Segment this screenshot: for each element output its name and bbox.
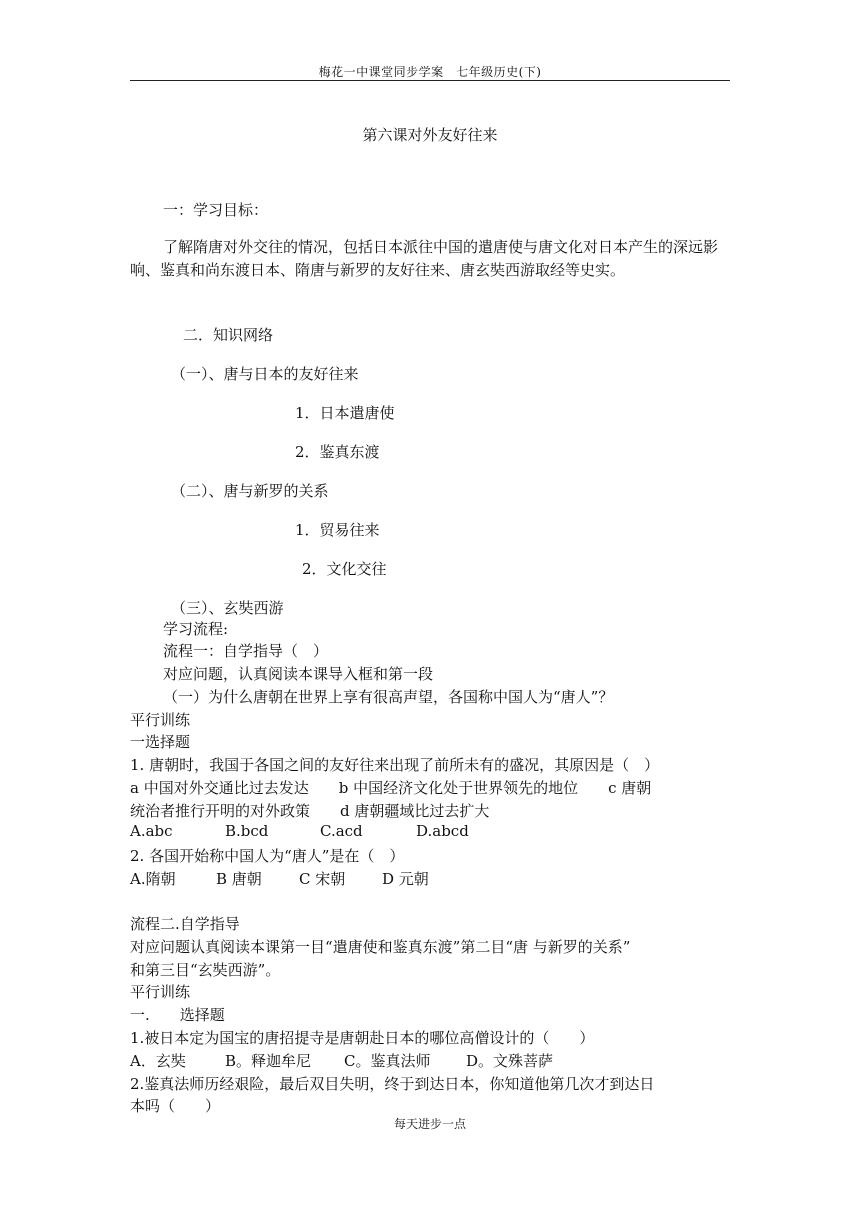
running-header: 梅花一中课堂同步学案 七年级历史(下) xyxy=(318,65,542,79)
flow2-instruction: 和第三目“玄奘西游”。 xyxy=(130,961,281,979)
flow1-mc-heading: 一选择题 xyxy=(130,733,191,751)
list-item: 2．鉴真东渡 xyxy=(295,443,380,461)
flow1-title: 流程一：自学指导（ ） xyxy=(163,642,329,660)
section-title-xuanzang: （三）、玄奘西游 xyxy=(171,599,284,617)
goals-heading: 一：学习目标： xyxy=(163,201,269,219)
answer-option: A．玄奘 xyxy=(130,1052,186,1070)
question-stem: 2.鉴真法师历经艰险，最后双目失明，终于到达日本，你知道他第几次才到达日 xyxy=(130,1075,655,1093)
list-item: 2．文化交往 xyxy=(302,560,387,578)
question-text: a 中国对外交通比过去发达 b 中国经济文化处于世界领先的地位 c 唐朝 xyxy=(130,779,652,797)
flow1-practice-heading: 平行训练 xyxy=(130,711,191,729)
answer-option: B 唐朝 xyxy=(216,870,262,888)
answer-option: C。鉴真法师 xyxy=(344,1052,431,1070)
question-text: 本吗（ ） xyxy=(130,1097,221,1115)
flow1-instruction: 对应问题，认真阅读本课导入框和第一段 xyxy=(163,665,434,683)
question-stem: 1.被日本定为国宝的唐招提寺是唐朝赴日本的哪位高僧设计的（ ） xyxy=(130,1029,595,1047)
flow2-instruction: 对应问题认真阅读本课第一目“遣唐使和鉴真东渡”第二目“唐 与新罗的关系” xyxy=(130,938,631,956)
answer-option: D。文殊菩萨 xyxy=(466,1052,554,1070)
goals-text: 了解隋唐对外交往的情况，包括日本派往中国的遣唐使与唐文化对日本产生的深远影响、鉴真和尚东渡日本、隋唐与新罗的友好往来、唐玄奘西游取经等史实。 xyxy=(130,238,719,279)
lesson-title: 第六课对外友好往来 xyxy=(362,126,498,144)
section-title-japan: （一）、唐与日本的友好往来 xyxy=(171,365,359,383)
flow1-question: （一）为什么唐朝在世界上享有很高声望，各国称中国人为“唐人”？ xyxy=(163,688,614,706)
answer-option: C.acd xyxy=(320,822,363,840)
answer-option: D.abcd xyxy=(416,822,469,840)
header-rule xyxy=(130,80,730,81)
process-heading: 学习流程: xyxy=(163,620,229,638)
answer-option: A.abc xyxy=(130,822,173,840)
section-title-silla: （二）、唐与新罗的关系 xyxy=(171,482,329,500)
flow2-practice-heading: 平行训练 xyxy=(130,983,191,1001)
answer-option: C 宋朝 xyxy=(299,870,346,888)
flow2-title: 流程二.自学指导 xyxy=(130,915,240,933)
flow2-mc-heading: 一. 选择题 xyxy=(130,1006,225,1024)
network-heading: 二．知识网络 xyxy=(183,326,274,344)
answer-option: B.bcd xyxy=(225,822,269,840)
answer-option: B。释迦牟尼 xyxy=(225,1052,312,1070)
list-item: 1．贸易往来 xyxy=(295,521,380,539)
question-stem: 2. 各国开始称中国人为“唐人”是在（ ） xyxy=(130,847,405,865)
answer-option: D 元朝 xyxy=(382,870,429,888)
answer-option: A.隋朝 xyxy=(130,870,176,888)
list-item: 1．日本遣唐使 xyxy=(295,404,395,422)
running-footer: 每天进步一点 xyxy=(393,1117,466,1131)
question-stem: 1. 唐朝时，我国于各国之间的友好往来出现了前所未有的盛况，其原因是（ ） xyxy=(130,756,660,774)
question-text: 统治者推行开明的对外政策 d 唐朝疆域比过去扩大 xyxy=(130,802,490,820)
